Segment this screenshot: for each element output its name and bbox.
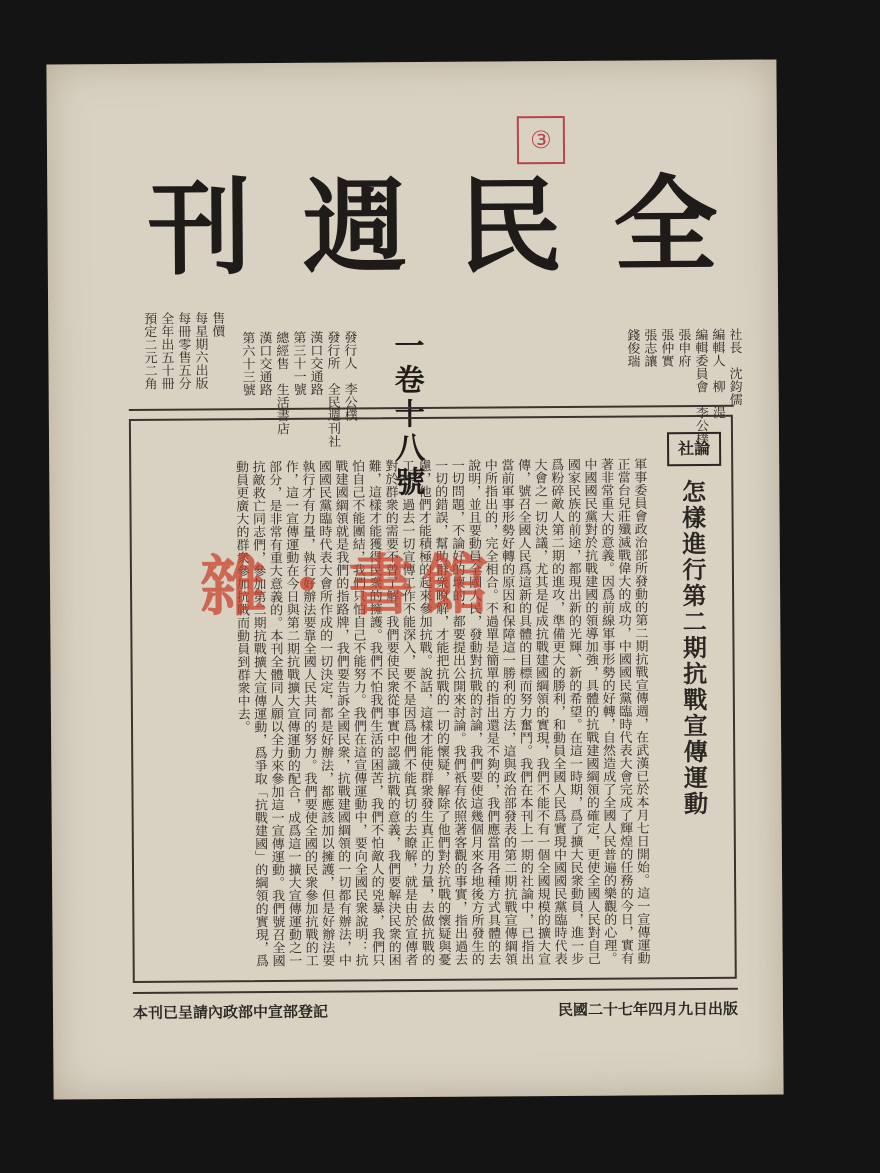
price-line: 預定二元二角 bbox=[141, 311, 157, 390]
publisher-line: 發行所 全民週刊社 bbox=[324, 330, 341, 448]
footer bbox=[133, 988, 738, 1023]
library-stamp: ③ bbox=[517, 116, 565, 164]
masthead-char-3: 週 bbox=[302, 165, 408, 289]
masthead-char-2: 民 bbox=[457, 163, 563, 288]
editorial-frame bbox=[129, 415, 737, 983]
publisher-line: 漢口交通路 bbox=[307, 330, 323, 396]
price-block bbox=[140, 311, 226, 390]
price-line: 全年出五十冊 bbox=[158, 311, 174, 390]
masthead-char-4: 刊 bbox=[147, 166, 252, 290]
watermark: 雜・書館 bbox=[199, 545, 497, 626]
masthead-char-1: 全 bbox=[613, 162, 718, 287]
editorial-title: 怎樣進行第二期抗戰宣傳運動 bbox=[677, 478, 709, 818]
publisher-line: 總經售 生活書店 bbox=[273, 330, 289, 435]
editor-line: 張申府 bbox=[675, 328, 691, 368]
masthead bbox=[147, 162, 718, 290]
editor-line: 社長 沈鈞儒 bbox=[726, 327, 742, 406]
editor-line: 錢俊瑞 bbox=[624, 328, 640, 368]
magazine-page bbox=[46, 59, 783, 1099]
editor-line: 編輯委員會 李公樸 bbox=[692, 327, 709, 446]
price-line: 售價 bbox=[209, 311, 225, 338]
registration-note: 本刊已呈請內政部中宣部登記 bbox=[132, 1002, 329, 1022]
price-line: 每星期六出版 bbox=[192, 311, 208, 390]
issue-number: 一卷十八號 bbox=[388, 329, 425, 501]
publisher-line: 第六十三號 bbox=[239, 331, 255, 397]
editor-line: 張仲實 bbox=[658, 328, 674, 368]
editorial-badge: 社論 bbox=[667, 432, 721, 466]
price-line: 每冊零售五分 bbox=[175, 311, 191, 390]
publisher-line: 第三十一號 bbox=[290, 330, 306, 396]
editor-line: 張志讓 bbox=[641, 328, 657, 368]
editor-line: 編輯人 柳 湜 bbox=[709, 327, 725, 419]
editorial-text: 軍事委員會政治部所發動的第二期抗戰宣傳週，在武漢已於本月七日開始。這一宣傳運動正當台兒莊殲滅戰偉大的成功，中國國民黨臨時代表大會完成了輝煌的任務的今日，實有著非常重大的意義。因爲前線軍事形勢的好轉，自然造成了全國人民普遍的樂觀的心理。中國國民黨對於抗戰建國的領導加強，具體的抗戰建國綱領的確定，更使全國人民對自己國家民族的前途，都現出新的光輝、新的希望。在這一時期，爲了擴大民衆動員，進一步爲粉碎敵人第二期的進攻，準備更大的勝利，和動員全國人民爲實現中國國民黨臨時代表大會之一切決議，尤其是促成抗戰建國綱領的實現，我們不能不有一個全國規模的擴大宣傳，號召全國人民爲這新的具體的目標而努力奮鬥。我們在本刊上一期的社論中，已指出當前軍事形勢好轉的原因和保障這一勝利的方法，這與政治部發表的第二期抗戰宣傳綱領中所指出的，完全相合。不過單是簡單的指出還是不夠的，我們應當用各種方式具體的去說明，並且要動員全國人民，發動對抗戰的討論，我們要使這幾個月來各地後方所發生的一切問題，不論好的壞的，都要提出公開來討論。我們祇有依照著客觀的事實，指出過去一切的錯誤，幫助群衆瞭解，才能把抗戰的一切的懷疑，解除了他們對於抗戰的懷疑與憂慮，他們才能積極的起來參加抗戰。說話，這樣才能使群衆發生真正的力量，去做抗戰的工作。過去一切宣傳工作不能深入，要不是因爲他們不能真切的去瞭解，就是由於宣傳者對於群衆的需要不曾了解。我們要使民衆從事實中認識抗戰的意義，我們要解決民衆的困難，這樣才能獲得民衆的擁護。我們不怕我們生活的困苦，我們不怕敵人的兇暴，我們只怕自己不能團結，我們只怕自己不能努力。我們在這宣傳運動中，要向全國民衆說明：抗戰建國綱領就是我們的指路牌，我們要告訴全國民衆，抗戰建國綱領的一切都有辦法，中國國民黨臨時代表大會所作成的一切決定，都是好辦法，都應該加以擁護，但是好辦法要執行才有力量，執行好辦法要靠全國人民共同的努力。我們要使全國的民衆參加抗戰的工作，這一宣傳運動在今日與第二期抗戰擴大宣傳運動的配合，成爲這一擴大宣傳運動之一部分，是非常有重大意義的。本刊全體同人願以全力來參加這一宣傳運動。我們號召全國抗敵救亡同志們，參加第二期抗戰擴大宣傳運動，爲爭取「抗戰建國」的綱領的實現，爲動員更廣大的群衆參加抗戰而動員到群衆中去。 bbox=[232, 457, 650, 968]
publication-date: 民國二十七年四月九日出版 bbox=[557, 999, 739, 1020]
publisher-line: 發行人 李公樸 bbox=[341, 330, 357, 422]
publisher-line: 漢口交通路 bbox=[256, 330, 272, 397]
